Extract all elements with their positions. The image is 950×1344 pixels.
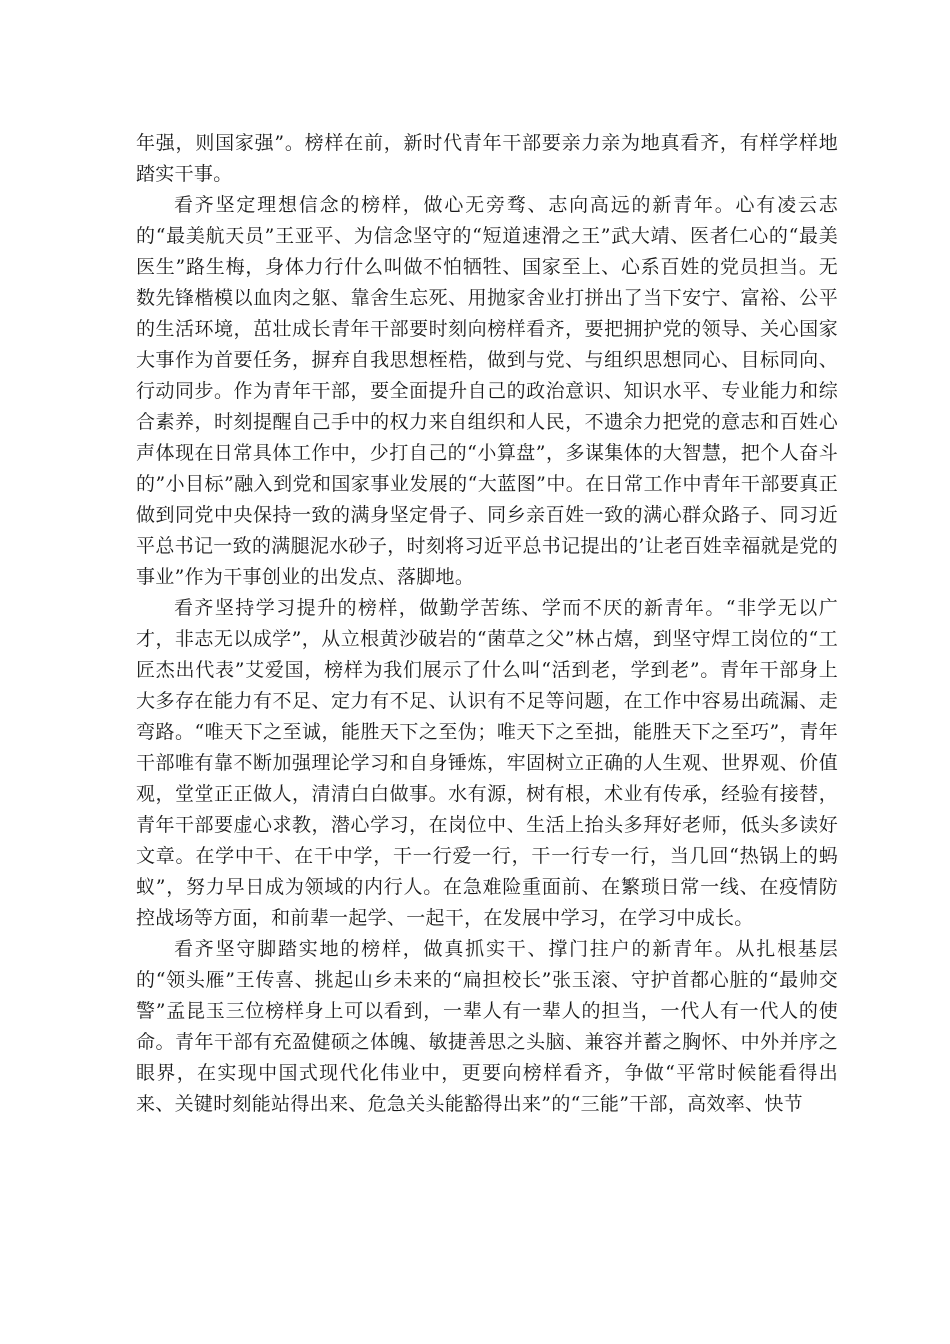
paragraph-3: 看齐坚持学习提升的榜样，做勤学苦练、学而不厌的新青年。“非学无以广才，非志无以成学”，从立根黄沙破岩的“菌草之父”林占熺，到坚守焊工岗位的“工匠杰出代表”艾爱国，榜样为我们展示了什么叫“活到老，学到老”。青年干部身上大多存在能力有不足、定力有不足、认识有不足等问题，在工作中容易出疏漏、走弯路。“唯天下之至诚，能胜天下之至伪；唯天下之至拙，能胜天下之至巧”，青年干部唯有靠不断加强理论学习和自身锤炼，牢固树立正确的人生观、世界观、价值观，堂堂正正做人，清清白白做事。水有源，树有根，术业有传承，经验有接替，青年干部要虚心求教，潜心学习，在岗位中、生活上抬头多拜好老师，低头多读好文章。在学中干、在干中学，干一行爱一行，干一行专一行，当几回“热锅上的蚂蚁”，努力早日成为领域的内行人。在急难险重面前、在繁琐日常一线、在疫情防控战场等方面，和前辈一起学、一起干，在发展中学习，在学习中成长。 bbox=[136, 597, 838, 929]
paragraph-2: 看齐坚定理想信念的榜样，做心无旁骛、志向高远的新青年。心有凌云志的“最美航天员”王亚平、为信念坚守的“短道速滑之王”武大靖、医者仁心的“最美医生”路生梅，身体力行什么叫做不怕牺牲、国家至上、心系百姓的党员担当。无数先锋楷模以血肉之躯、靠舍生忘死、用抛家舍业打拼出了当下安宁、富裕、公平的生活环境，茁壮成长青年干部要时刻向榜样看齐，要把拥护党的领导、关心国家大事作为首要任务，摒弃自我思想桎梏，做到与党、与组织思想同心、目标同向、行动同步。作为青年干部，要全面提升自己的政治意识、知识水平、专业能力和综合素养，时刻提醒自己手中的权力来自组织和人民，不遗余力把党的意志和百姓心声体现在日常具体工作中，少打自己的“小算盘”，多谋集体的大智慧，把个人奋斗的”小目标”融入到党和国家事业发展的“大蓝图”中。在日常工作中青年干部要真正做到同党中央保持一致的满身坚定骨子、同乡亲百姓一致的满心群众路子、同习近平总书记一致的满腿泥水砂子，时刻将习近平总书记提出的’让老百姓幸福就是党的事业”作为干事创业的出发点、落脚地。 bbox=[136, 194, 838, 588]
paragraph-4: 看齐坚守脚踏实地的榜样，做真抓实干、撑门拄户的新青年。从扎根基层的“领头雁”王传喜、挑起山乡未来的“扁担校长”张玉滚、守护首都心脏的“最帅交警”孟昆玉三位榜样身上可以看到，一辈人有一辈人的担当，一代人有一代人的使命。青年干部有充盈健硕之体魄、敏捷善思之头脑、兼容并蓄之胸怀、中外并序之眼界，在实现中国式现代化伟业中，更要向榜样看齐，争做“平常时候能看得出来、关键时刻能站得出来、危急关头能豁得出来”的“三能”干部，高效率、快节 bbox=[136, 938, 838, 1115]
paragraph-1: 年强，则国家强”。榜样在前，新时代青年干部要亲力亲为地真看齐，有样学样地踏实干事。 bbox=[136, 132, 838, 185]
document-page bbox=[136, 128, 838, 1120]
